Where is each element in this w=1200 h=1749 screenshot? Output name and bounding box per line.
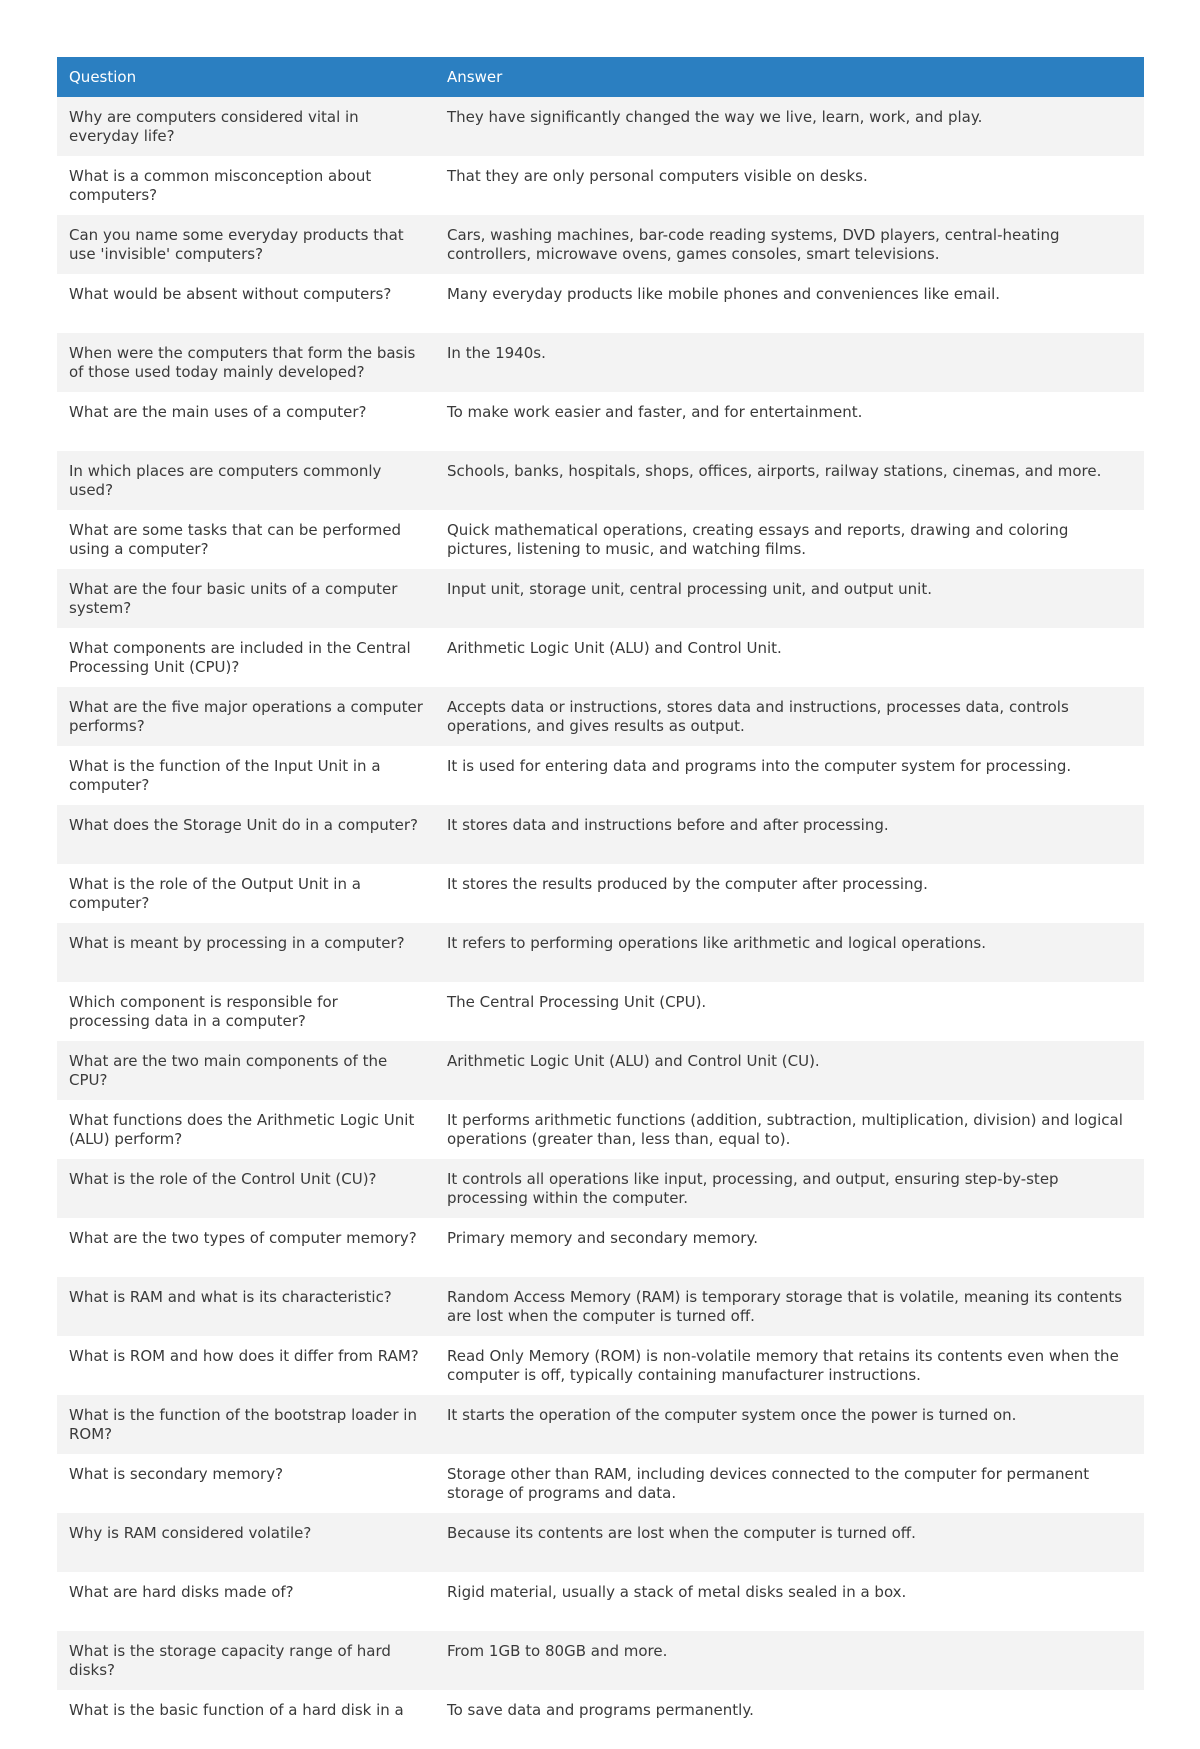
table-row <box>57 1572 1144 1631</box>
table-row <box>57 215 1144 274</box>
question-cell: Which component is responsible for processing data in a computer? <box>57 982 435 1041</box>
question-cell: Can you name some everyday products that use 'invisible' computers? <box>57 215 435 274</box>
question-cell: What are the two types of computer memory? <box>57 1218 435 1277</box>
document-page <box>57 57 1144 1719</box>
answer-cell: Storage other than RAM, including devices connected to the computer for permanent storage of programs and data. <box>435 1454 1144 1513</box>
answer-cell: Rigid material, usually a stack of metal disks sealed in a box. <box>435 1572 1144 1631</box>
table-row <box>57 1100 1144 1159</box>
question-cell: When were the computers that form the basis of those used today mainly developed? <box>57 333 435 392</box>
question-cell: What is meant by processing in a computer? <box>57 923 435 982</box>
question-cell: What is the storage capacity range of hard disks? <box>57 1631 435 1690</box>
answer-cell: To make work easier and faster, and for entertainment. <box>435 392 1144 451</box>
table-row <box>57 1336 1144 1395</box>
qa-table <box>57 57 1144 1749</box>
table-row <box>57 274 1144 333</box>
answer-cell: In the 1940s. <box>435 333 1144 392</box>
question-column-header: Question <box>57 57 435 97</box>
table-row <box>57 97 1144 156</box>
table-row <box>57 864 1144 923</box>
table-row <box>57 569 1144 628</box>
answer-cell: It is used for entering data and programs into the computer system for processing. <box>435 746 1144 805</box>
table-row <box>57 1631 1144 1690</box>
question-cell: Why are computers considered vital in everyday life? <box>57 97 435 156</box>
table-row <box>57 628 1144 687</box>
table-row <box>57 333 1144 392</box>
table-row <box>57 1159 1144 1218</box>
table-row <box>57 392 1144 451</box>
answer-cell: Accepts data or instructions, stores data and instructions, processes data, controls operations, and gives results as output. <box>435 687 1144 746</box>
question-cell: What is the basic function of a hard disk in a <box>57 1690 435 1749</box>
answer-cell: Many everyday products like mobile phones and conveniences like email. <box>435 274 1144 333</box>
answer-cell: Input unit, storage unit, central processing unit, and output unit. <box>435 569 1144 628</box>
answer-cell: They have significantly changed the way we live, learn, work, and play. <box>435 97 1144 156</box>
table-row <box>57 687 1144 746</box>
answer-cell: It performs arithmetic functions (addition, subtraction, multiplication, division) and logical operations (greater than, less than, equal to). <box>435 1100 1144 1159</box>
question-cell: What is RAM and what is its characteristic? <box>57 1277 435 1336</box>
answer-cell: It refers to performing operations like arithmetic and logical operations. <box>435 923 1144 982</box>
question-cell: What are the four basic units of a computer system? <box>57 569 435 628</box>
answer-cell: It stores data and instructions before and after processing. <box>435 805 1144 864</box>
question-cell: What are hard disks made of? <box>57 1572 435 1631</box>
question-cell: In which places are computers commonly used? <box>57 451 435 510</box>
table-row <box>57 1041 1144 1100</box>
answer-cell: Read Only Memory (ROM) is non-volatile memory that retains its contents even when the computer is off, typically containing manufacturer instructions. <box>435 1336 1144 1395</box>
question-cell: What is a common misconception about computers? <box>57 156 435 215</box>
answer-cell: Quick mathematical operations, creating essays and reports, drawing and coloring pictures, listening to music, and watching films. <box>435 510 1144 569</box>
table-row <box>57 1513 1144 1572</box>
table-row <box>57 451 1144 510</box>
question-cell: What are the five major operations a computer performs? <box>57 687 435 746</box>
table-row <box>57 1218 1144 1277</box>
table-row <box>57 1454 1144 1513</box>
table-row <box>57 1395 1144 1454</box>
answer-cell: Cars, washing machines, bar-code reading systems, DVD players, central-heating controllers, microwave ovens, games consoles, smart televisions. <box>435 215 1144 274</box>
answer-cell: To save data and programs permanently. <box>435 1690 1144 1749</box>
table-row <box>57 923 1144 982</box>
table-body <box>57 97 1144 1749</box>
table-row <box>57 1277 1144 1336</box>
question-cell: What is the role of the Control Unit (CU)? <box>57 1159 435 1218</box>
answer-cell: Schools, banks, hospitals, shops, offices, airports, railway stations, cinemas, and more. <box>435 451 1144 510</box>
answer-cell: It stores the results produced by the computer after processing. <box>435 864 1144 923</box>
answer-cell: Primary memory and secondary memory. <box>435 1218 1144 1277</box>
table-row <box>57 510 1144 569</box>
question-cell: What functions does the Arithmetic Logic Unit (ALU) perform? <box>57 1100 435 1159</box>
question-cell: What would be absent without computers? <box>57 274 435 333</box>
question-cell: Why is RAM considered volatile? <box>57 1513 435 1572</box>
question-cell: What are the main uses of a computer? <box>57 392 435 451</box>
table-row <box>57 746 1144 805</box>
question-cell: What are some tasks that can be performed using a computer? <box>57 510 435 569</box>
answer-cell: From 1GB to 80GB and more. <box>435 1631 1144 1690</box>
table-row <box>57 805 1144 864</box>
header-row <box>57 57 1144 97</box>
answer-cell: That they are only personal computers visible on desks. <box>435 156 1144 215</box>
question-cell: What is the role of the Output Unit in a computer? <box>57 864 435 923</box>
answer-cell: Random Access Memory (RAM) is temporary storage that is volatile, meaning its contents are lost when the computer is turned off. <box>435 1277 1144 1336</box>
answer-cell: The Central Processing Unit (CPU). <box>435 982 1144 1041</box>
answer-cell: Because its contents are lost when the computer is turned off. <box>435 1513 1144 1572</box>
question-cell: What are the two main components of the CPU? <box>57 1041 435 1100</box>
question-cell: What is secondary memory? <box>57 1454 435 1513</box>
table-header <box>57 57 1144 97</box>
table-row <box>57 982 1144 1041</box>
answer-cell: It starts the operation of the computer system once the power is turned on. <box>435 1395 1144 1454</box>
answer-cell: Arithmetic Logic Unit (ALU) and Control Unit. <box>435 628 1144 687</box>
question-cell: What does the Storage Unit do in a computer? <box>57 805 435 864</box>
table-row <box>57 1690 1144 1749</box>
question-cell: What components are included in the Central Processing Unit (CPU)? <box>57 628 435 687</box>
question-cell: What is the function of the bootstrap loader in ROM? <box>57 1395 435 1454</box>
question-cell: What is the function of the Input Unit in a computer? <box>57 746 435 805</box>
answer-cell: Arithmetic Logic Unit (ALU) and Control Unit (CU). <box>435 1041 1144 1100</box>
question-cell: What is ROM and how does it differ from RAM? <box>57 1336 435 1395</box>
answer-column-header: Answer <box>435 57 1144 97</box>
answer-cell: It controls all operations like input, processing, and output, ensuring step-by-step processing within the computer. <box>435 1159 1144 1218</box>
table-row <box>57 156 1144 215</box>
